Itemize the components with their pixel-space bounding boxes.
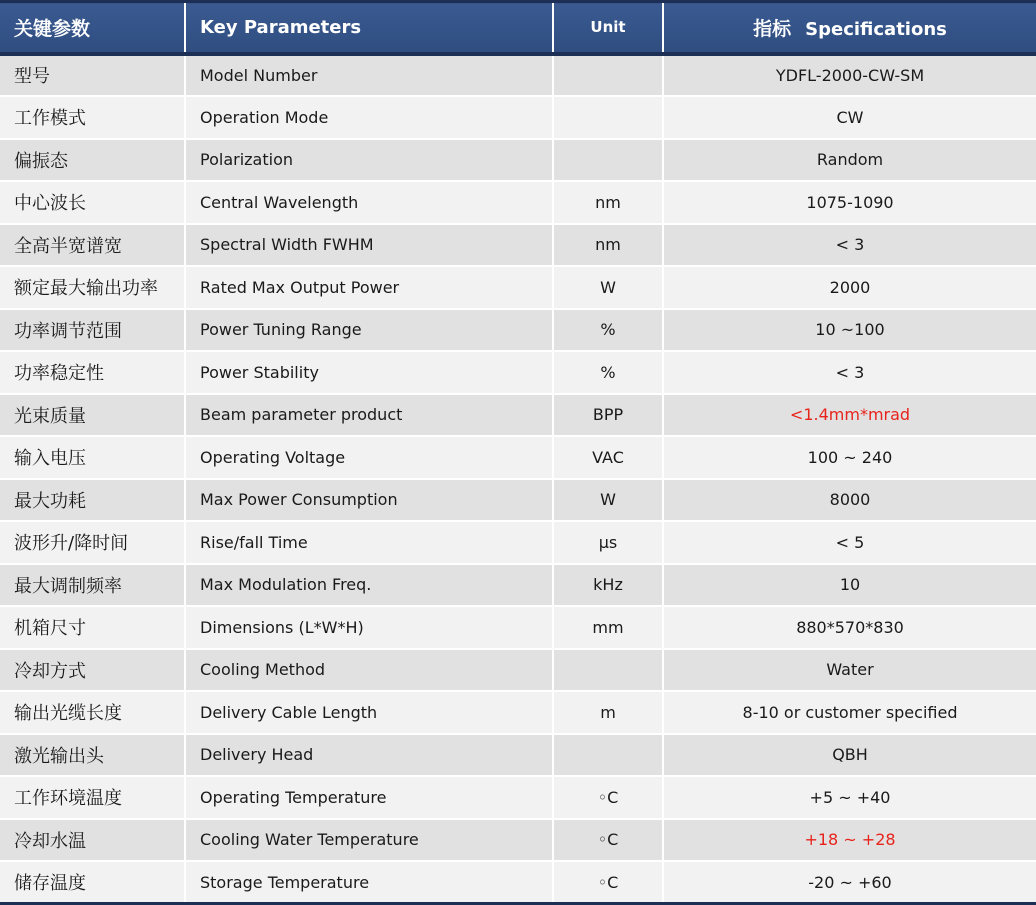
- param-name-en: Power Stability: [185, 351, 553, 394]
- table-row: [0, 819, 1036, 862]
- param-name-cn: 型号: [0, 54, 185, 97]
- param-unit: nm: [553, 181, 663, 224]
- param-spec: 100 ~ 240: [663, 436, 1036, 479]
- param-spec: < 5: [663, 521, 1036, 564]
- table-row: [0, 479, 1036, 522]
- param-name-cn: 额定最大输出功率: [0, 266, 185, 309]
- param-unit: nm: [553, 224, 663, 267]
- param-unit: kHz: [553, 564, 663, 607]
- param-name-en: Delivery Cable Length: [185, 691, 553, 734]
- param-unit: %: [553, 351, 663, 394]
- param-spec: 8-10 or customer specified: [663, 691, 1036, 734]
- param-name-en: Operation Mode: [185, 96, 553, 139]
- param-name-en: Model Number: [185, 54, 553, 97]
- param-name-cn: 工作模式: [0, 96, 185, 139]
- param-name-en: Max Power Consumption: [185, 479, 553, 522]
- param-unit: [553, 54, 663, 97]
- param-unit: [553, 734, 663, 777]
- table-row: [0, 436, 1036, 479]
- param-name-en: Rated Max Output Power: [185, 266, 553, 309]
- param-unit: ◦C: [553, 819, 663, 862]
- param-spec: 8000: [663, 479, 1036, 522]
- table-row: [0, 394, 1036, 437]
- param-name-cn: 冷却水温: [0, 819, 185, 862]
- table-row: [0, 224, 1036, 267]
- param-spec: Water: [663, 649, 1036, 692]
- header-spec-cn: 指标: [753, 17, 792, 40]
- param-unit: ◦C: [553, 776, 663, 819]
- table-row: [0, 564, 1036, 607]
- param-name-cn: 中心波长: [0, 181, 185, 224]
- param-name-en: Dimensions (L*W*H): [185, 606, 553, 649]
- param-spec: +5 ~ +40: [663, 776, 1036, 819]
- table-row: [0, 776, 1036, 819]
- param-spec: Random: [663, 139, 1036, 182]
- param-unit: W: [553, 266, 663, 309]
- param-name-en: Polarization: [185, 139, 553, 182]
- param-spec: QBH: [663, 734, 1036, 777]
- header-unit: Unit: [553, 2, 663, 54]
- param-unit: [553, 139, 663, 182]
- param-name-en: Rise/fall Time: [185, 521, 553, 564]
- table-row: [0, 606, 1036, 649]
- header-cn: 关键参数: [0, 2, 185, 54]
- table-row: [0, 351, 1036, 394]
- param-spec: YDFL-2000-CW-SM: [663, 54, 1036, 97]
- param-name-en: Operating Voltage: [185, 436, 553, 479]
- param-name-cn: 最大调制频率: [0, 564, 185, 607]
- param-spec: 10 ~100: [663, 309, 1036, 352]
- param-name-cn: 功率稳定性: [0, 351, 185, 394]
- param-spec: 1075-1090: [663, 181, 1036, 224]
- param-spec: 880*570*830: [663, 606, 1036, 649]
- param-name-cn: 全高半宽谱宽: [0, 224, 185, 267]
- param-name-cn: 输出光缆长度: [0, 691, 185, 734]
- table-row: [0, 139, 1036, 182]
- param-unit: BPP: [553, 394, 663, 437]
- param-name-en: Power Tuning Range: [185, 309, 553, 352]
- table-row: [0, 96, 1036, 139]
- param-name-en: Spectral Width FWHM: [185, 224, 553, 267]
- param-spec: < 3: [663, 351, 1036, 394]
- param-unit: mm: [553, 606, 663, 649]
- param-name-cn: 最大功耗: [0, 479, 185, 522]
- param-unit: m: [553, 691, 663, 734]
- param-unit: %: [553, 309, 663, 352]
- header-en: Key Parameters: [185, 2, 553, 54]
- table-row: [0, 649, 1036, 692]
- param-name-cn: 储存温度: [0, 861, 185, 904]
- table-row: [0, 266, 1036, 309]
- param-unit: [553, 96, 663, 139]
- param-name-cn: 波形升/降时间: [0, 521, 185, 564]
- param-name-en: Beam parameter product: [185, 394, 553, 437]
- param-spec: 2000: [663, 266, 1036, 309]
- param-name-en: Delivery Head: [185, 734, 553, 777]
- param-spec: CW: [663, 96, 1036, 139]
- header-spec-en: Specifications: [805, 18, 947, 40]
- param-name-en: Storage Temperature: [185, 861, 553, 904]
- table-row: [0, 861, 1036, 904]
- param-name-cn: 冷却方式: [0, 649, 185, 692]
- param-name-cn: 工作环境温度: [0, 776, 185, 819]
- header-row: [0, 2, 1036, 54]
- param-unit: W: [553, 479, 663, 522]
- param-name-en: Cooling Water Temperature: [185, 819, 553, 862]
- param-spec: <1.4mm*mrad: [663, 394, 1036, 437]
- table-row: [0, 691, 1036, 734]
- header-spec: [663, 2, 1036, 54]
- table-row: [0, 521, 1036, 564]
- param-name-cn: 功率调节范围: [0, 309, 185, 352]
- param-name-cn: 光束质量: [0, 394, 185, 437]
- table-row: [0, 309, 1036, 352]
- param-name-en: Max Modulation Freq.: [185, 564, 553, 607]
- param-unit: μs: [553, 521, 663, 564]
- param-name-en: Operating Temperature: [185, 776, 553, 819]
- param-name-cn: 偏振态: [0, 139, 185, 182]
- param-name-en: Cooling Method: [185, 649, 553, 692]
- param-spec: +18 ~ +28: [663, 819, 1036, 862]
- table-row: [0, 734, 1036, 777]
- param-name-cn: 机箱尺寸: [0, 606, 185, 649]
- table-row: [0, 54, 1036, 97]
- param-name-cn: 激光输出头: [0, 734, 185, 777]
- param-unit: VAC: [553, 436, 663, 479]
- param-unit: ◦C: [553, 861, 663, 904]
- param-name-en: Central Wavelength: [185, 181, 553, 224]
- table-body: [0, 54, 1036, 904]
- table-header: [0, 2, 1036, 54]
- param-spec: 10: [663, 564, 1036, 607]
- param-unit: [553, 649, 663, 692]
- param-spec: < 3: [663, 224, 1036, 267]
- param-spec: -20 ~ +60: [663, 861, 1036, 904]
- param-name-cn: 输入电压: [0, 436, 185, 479]
- table-row: [0, 181, 1036, 224]
